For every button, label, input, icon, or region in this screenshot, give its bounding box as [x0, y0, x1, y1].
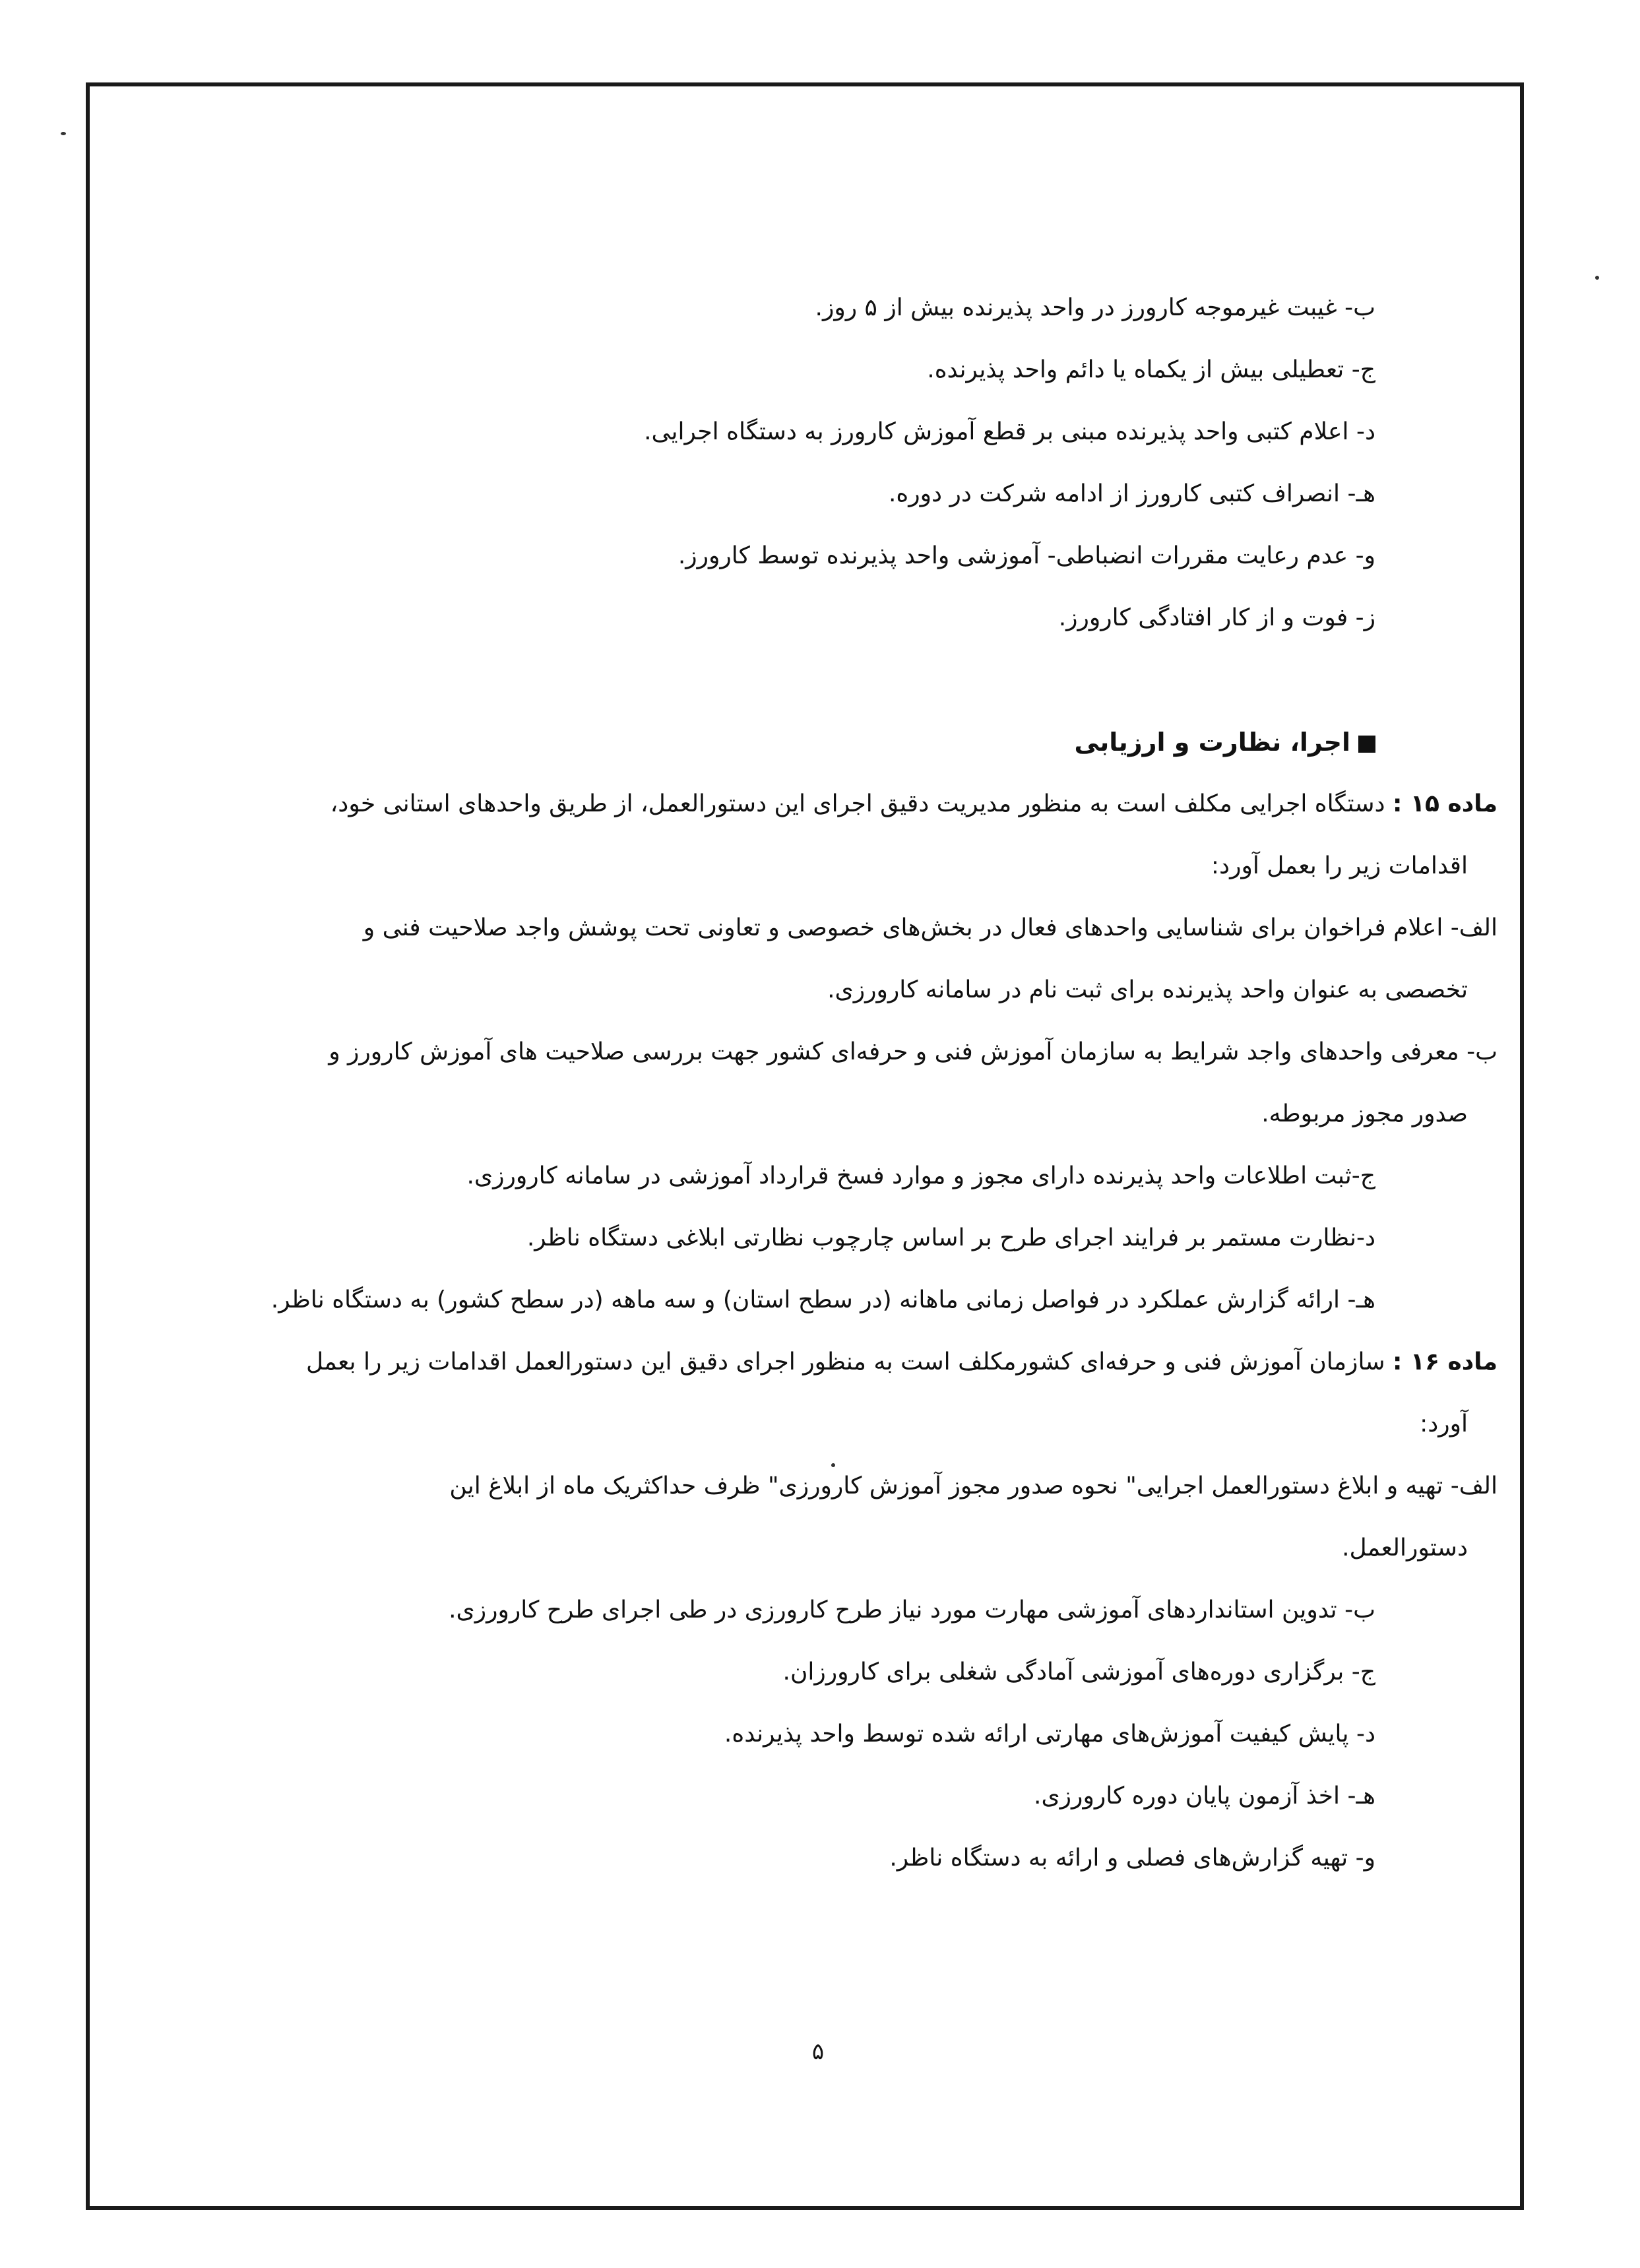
- list-item: هـ- اخذ آزمون پایان دوره کارورزی.: [1034, 1782, 1375, 1810]
- article-15-line-1: [158, 773, 1498, 835]
- article-16-text: سازمان آموزش فنی و حرفه‌ای کشورمکلف است به منظور اجرای دقیق این دستورالعمل اقدامات زیر را بعمل: [306, 1348, 1385, 1375]
- list-item: ب- تدوین استانداردهای آموزشی مهارت مورد نیاز طرح کارورزی در طی اجرای طرح کارورزی.: [449, 1596, 1375, 1623]
- scan-speck: [1595, 276, 1599, 280]
- list-item-continuation: تخصصی به عنوان واحد پذیرنده برای ثبت نام در سامانه کارورزی.: [827, 976, 1468, 1003]
- section-heading-text: اجرا، نظارت و ارزیابی: [1074, 728, 1350, 757]
- page-number: ۵: [811, 2038, 825, 2065]
- list-item: د- پایش کیفیت آموزش‌های مهارتی ارائه شده توسط واحد پذیرنده.: [724, 1720, 1375, 1748]
- document-body: [158, 277, 1498, 1889]
- black-square-bullet-icon: [1358, 736, 1375, 753]
- article-15-label: ماده ۱۵ :: [1393, 790, 1498, 817]
- list-item: هـ- انصراف کتبی کارورز از ادامه شرکت در دوره.: [888, 480, 1375, 507]
- list-item: الف- اعلام فراخوان برای شناسایی واحدهای فعال در بخش‌های خصوصی و تعاونی تحت پوشش واجد صلاحیت فنی و: [363, 914, 1498, 941]
- section-heading: [158, 711, 1498, 773]
- list-item: ج-ثبت اطلاعات واحد پذیرنده دارای مجوز و موارد فسخ قرارداد آموزشی در سامانه کارورزی.: [466, 1162, 1375, 1189]
- spacer: [158, 649, 1498, 711]
- list-item: الف- تهیه و ابلاغ دستورالعمل اجرایی" نحوه صدور مجوز آموزش کارورزی" ظرف حداکثریک ماه از ابلاغ این: [449, 1472, 1498, 1499]
- list-item: و- عدم رعایت مقررات انضباطی- آموزشی واحد پذیرنده توسط کارورز.: [678, 542, 1375, 569]
- list-item: د- اعلام کتبی واحد پذیرنده مبنی بر قطع آموزش کارورز به دستگاه اجرایی.: [644, 418, 1375, 445]
- list-item: و- تهیه گزارش‌های فصلی و ارائه به دستگاه ناظر.: [889, 1844, 1375, 1872]
- list-item: هـ- ارائه گزارش عملکرد در فواصل زمانی ماهانه (در سطح استان) و سه ماهه (در سطح کشور) به دستگاه ناظر.: [270, 1286, 1375, 1313]
- article-15-line-2: اقدامات زیر را بعمل آورد:: [1211, 852, 1468, 879]
- list-item: ج- تعطیلی بیش از یکماه یا دائم واحد پذیرنده.: [927, 356, 1375, 383]
- list-item: ج- برگزاری دوره‌های آموزشی آمادگی شغلی برای کارورزان.: [782, 1658, 1375, 1685]
- article-16-label: ماده ۱۶ :: [1393, 1348, 1498, 1375]
- article-15-text: دستگاه اجرایی مکلف است به منظور مدیریت دقیق اجرای این دستورالعمل، از طریق واحدهای استانی خود،: [330, 790, 1385, 817]
- scan-speck: [61, 132, 66, 135]
- article-16-line-1: [158, 1331, 1498, 1393]
- list-item: ز- فوت و از کار افتادگی کارورز.: [1058, 604, 1375, 631]
- list-item: د-نظارت مستمر بر فرایند اجرای طرح بر اساس چارچوب نظارتی ابلاغی دستگاه ناظر.: [526, 1224, 1375, 1251]
- list-item-continuation: صدور مجوز مربوطه.: [1261, 1100, 1468, 1127]
- article-16-line-2: آورد:: [1420, 1410, 1468, 1437]
- list-item: ب- غیبت غیرموجه کارورز در واحد پذیرنده بیش از ۵ روز.: [815, 294, 1375, 321]
- list-item-continuation: دستورالعمل.: [1342, 1534, 1468, 1561]
- list-item: ب- معرفی واحدهای واجد شرایط به سازمان آموزش فنی و حرفه‌ای کشور جهت بررسی صلاحیت های آموزش کارورز و: [329, 1038, 1498, 1065]
